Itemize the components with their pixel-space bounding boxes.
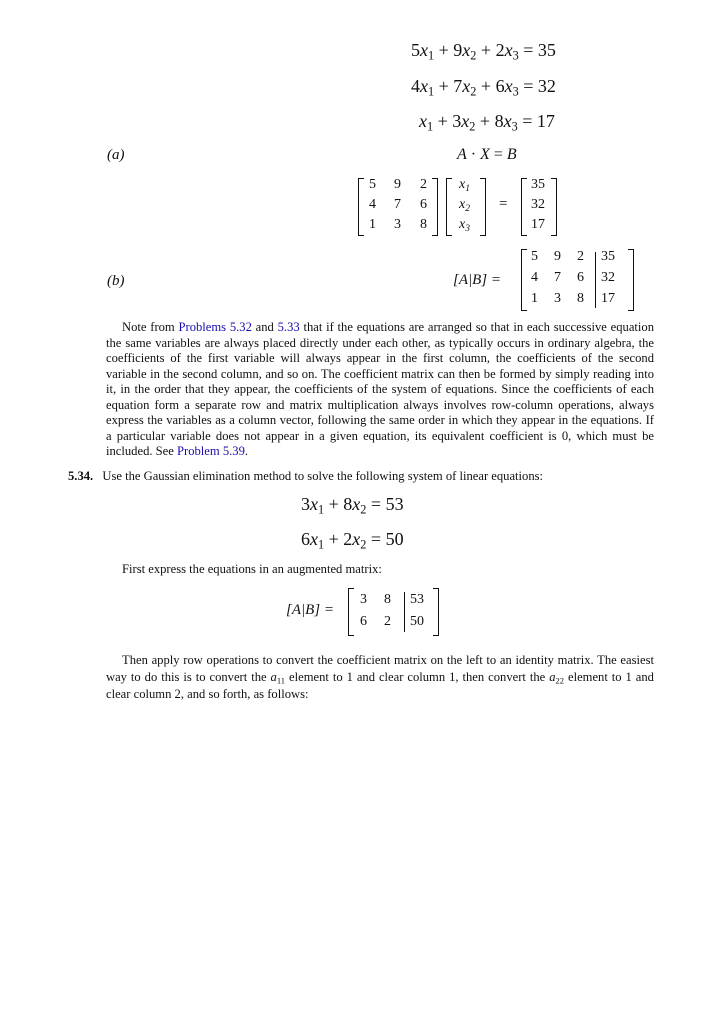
part-a-label: (a) [107, 147, 125, 163]
augmented-matrix-534: 3 8 53 6 2 50 [348, 588, 439, 636]
augmented-matrix-534-label: [A|B] = [286, 602, 334, 618]
link-problem-5-39[interactable]: Problem 5.39 [177, 444, 245, 458]
equation-3: $x_1 + 3x_2 + 8x_3 = 17$ [419, 111, 555, 134]
coefficient-matrix: 5 9 2 4 7 6 1 3 8 [358, 178, 438, 236]
link-problem-5-33[interactable]: 5.33 [277, 320, 300, 334]
problem-5-34-statement: 5.34. Use the Gaussian elimination method to solve the following system of linear equations: [68, 469, 544, 483]
equation-534-1: $3x_1 + 8x_2 = 53$ [301, 494, 404, 517]
equation-1: $5x_1 + 9x_2 + 2x_3 = 35$ [411, 40, 556, 63]
equation-2: $4x_1 + 7x_2 + 6x_3 = 32$ [411, 76, 556, 99]
equals-sign: = [499, 196, 508, 212]
part-b-label: (b) [107, 273, 125, 289]
note-paragraph: Note from Problems 5.32 and 5.33 that if the equations are arranged so that in each successive equation the same variables are always placed directly under each other, as typically occurs in ordinary algebra, the coefficients of the first variable will always appear in the first column, the coefficients of the second variable in the second column, and so on. The coefficient matrix can then be formed by simply reading into it, in the order that they appear, the coefficients of the system of equations. Since the coefficients of each equation form a separate row and matrix multiplication always involves row-column operations, always express the variables as a column vector, following the same order in which they appear in the equations. If a particular variable does not appear in a given equation, its equivalent coefficient is 0, which must be included. See Problem 5.39. [106, 320, 654, 458]
augmented-matrix-b: 5 9 2 35 4 7 6 32 1 3 8 17 [521, 249, 634, 311]
constant-vector: 35 32 17 [521, 178, 557, 236]
equation-534-2: $6x_1 + 2x_2 = 50$ [301, 529, 404, 552]
link-problems-5-32[interactable]: Problems 5.32 [178, 320, 252, 334]
matrix-equation: A · X = B [457, 146, 517, 163]
row-operations-paragraph: Then apply row operations to convert the coefficient matrix on the left to an identity matrix. The easiest way to do this is to convert the $a_{11}$ element to 1 and clear column 1, then convert the $a_{22}$ element to 1 and clear column 2, and so forth, as follows: [106, 653, 654, 701]
problem-number: 5.34. [68, 469, 94, 483]
variable-vector: $x_1$ $x_2$ $x_3$ [446, 178, 486, 236]
first-express-text: First express the equations in an augmented matrix: [122, 562, 382, 576]
augmented-matrix-label: [A|B] = [453, 272, 501, 288]
